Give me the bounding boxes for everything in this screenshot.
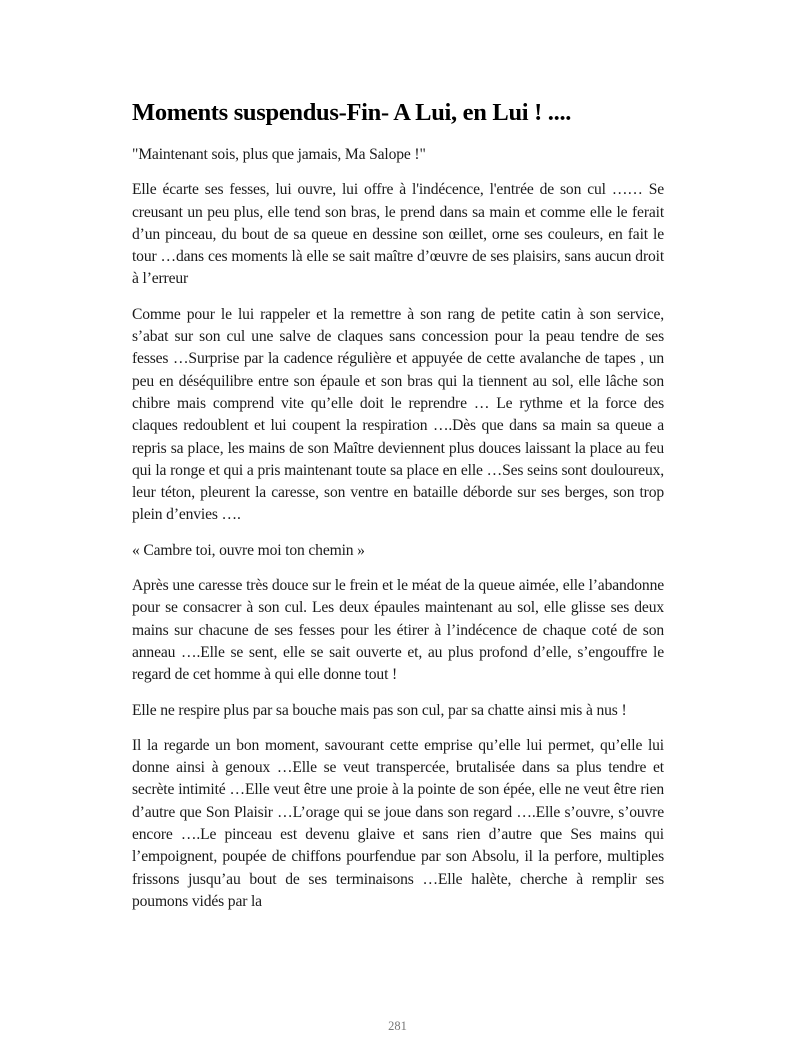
paragraph-3: Comme pour le lui rappeler et la remettre à son rang de petite catin à son service, s’abat sur son cul une salve de claques sans concession pour la peau tendre de ses fesses …Surprise par la cadence régulière et appuyée de cette avalanche de tapes , un peu en déséquilibre entre son épaule et son bras qui la tiennent au sol, elle lâche son chibre mais comprend vite qu’elle doit le reprendre … Le rythme et la force des claques redoublent et lui coupent la respiration ….Dès que dans sa main sa queue a repris sa place, les mains de son Maître deviennent plus douces laissant la place au feu qui la ronge et qui a pris maintenant toute sa place en elle …Ses seins sont douloureux, leur téton, pleurent la caresse, son ventre en bataille déborde sur ses berges, son trop plein d’envies …. [132,305,664,524]
paragraph-5: Après une caresse très douce sur le frein et le méat de la queue aimée, elle l’abandonne pour se consacrer à son cul. Les deux épaules maintenant au sol, elle glisse ses deux mains sur chacune de ses fesses pour les étirer à l’indécence de chaque coté de son anneau ….Elle se sent, elle se sait ouverte et, au plus profond d’elle, s’engouffre le regard de cet homme à qui elle donne tout ! [132,577,664,684]
paragraph-4: « Cambre toi, ouvre moi ton chemin » [132,541,365,559]
paragraph-6: Elle ne respire plus par sa bouche mais pas son cul, par sa chatte ainsi mis à nus ! [132,701,627,719]
paragraph-1: "Maintenant sois, plus que jamais, Ma Salope !" [132,146,426,163]
paragraph-2: Elle écarte ses fesses, lui ouvre, lui offre à l'indécence, l'entrée de son cul …… Se creusant un peu plus, elle tend son bras, le prend dans sa main et comme elle le ferait d’un pinceau, du bout de sa queue en dessine son œillet, orne ses couleurs, en fait le tour …dans ces moments là elle se sait maître d’œuvre de ses plaisirs, sans aucun droit à l’erreur [132,181,664,288]
paragraph-7: Il la regarde un bon moment, savourant cette emprise qu’elle lui permet, qu’elle lui donne ainsi à genoux …Elle se veut transpercée, brutalisée dans sa plus tendre et secrète intimité …Elle veut être une proie à la pointe de son épée, elle ne veut être rien d’autre que Son Plaisir …L’orage qui se joue dans son regard ….Elle s’ouvre, s’ouvre encore ….Le pinceau est devenu glaive et sans rien d’autre que Ses mains qui l’empoignent, poupée de chiffons pourfendue par son Absolu, il la perfore, multiples frissons jusqu’au bout de ses terminaisons …Elle halète, cherche à remplir ses poumons vidés par la [132,736,664,910]
chapter-title: Moments suspendus-Fin- A Lui, en Lui ! .... [132,99,572,126]
page-number: 281 [388,1019,407,1033]
document-page [132,96,664,926]
